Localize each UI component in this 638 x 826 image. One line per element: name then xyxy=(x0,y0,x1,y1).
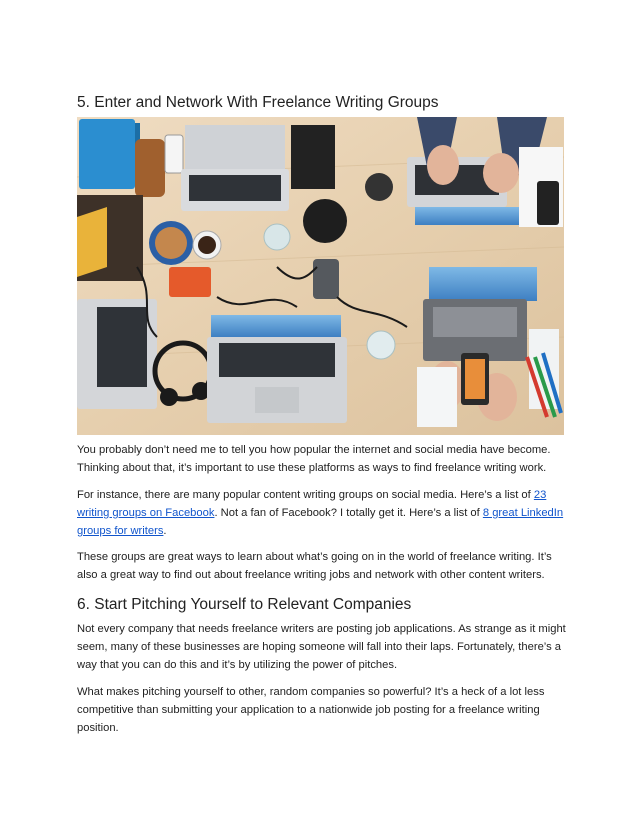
laptop-bottom-left xyxy=(77,299,157,409)
paragraph-text: . Not a fan of Facebook? I totally get it. Here’s a list of xyxy=(214,507,483,519)
section-5-heading: 5. Enter and Network With Freelance Writing Groups xyxy=(77,94,439,111)
phone-top-left xyxy=(165,135,183,173)
section-6-paragraph-2: What makes pitching yourself to other, random companies so powerful? It’s a heck of a lot less competitive than submitting your application to a nationwide job posting for a freelance writing position. xyxy=(77,686,545,734)
section-6-heading: 6. Start Pitching Yourself to Relevant Companies xyxy=(77,596,412,613)
blue-notebook xyxy=(79,119,135,189)
leather-pouch xyxy=(135,139,165,197)
power-bank xyxy=(313,259,339,299)
teapot xyxy=(303,199,347,243)
laptop-bottom-center xyxy=(207,315,347,423)
paragraph-text: For instance, there are many popular content writing groups on social media. Here’s a list of xyxy=(77,489,534,501)
linkedin-groups-link[interactable]: 8 great LinkedIn groups for writers xyxy=(77,507,564,537)
paragraph-text: . xyxy=(163,525,167,537)
section-5-paragraph-1: You probably don’t need me to tell you how popular the internet and social media have become. Thinking about that, it’s important to use these platforms as ways to find freelance writing work. xyxy=(77,444,551,474)
section-6-paragraph-1: Not every company that needs freelance writers are posting job applications. As strange as it might seem, many of these businesses are hoping someone will fall into their laps. Fortunately, there’s a way that you can do this and it’s by utilizing the power of pitches. xyxy=(77,623,566,671)
orange-speaker xyxy=(169,267,211,297)
desk-photo xyxy=(77,117,564,435)
section-5-paragraph-3: These groups are great ways to learn about what’s going on in the world of freelance writing. It’s also a great way to find out about freelance writing jobs and network with other content writers. xyxy=(77,551,552,581)
phone-right xyxy=(537,181,559,225)
section-5-paragraph-2 xyxy=(77,486,569,540)
black-notebook xyxy=(291,125,335,189)
laptop-bottom-right xyxy=(423,267,537,361)
facebook-groups-link[interactable]: 23 writing groups on Facebook xyxy=(77,489,547,519)
laptop-top-center xyxy=(181,125,289,211)
